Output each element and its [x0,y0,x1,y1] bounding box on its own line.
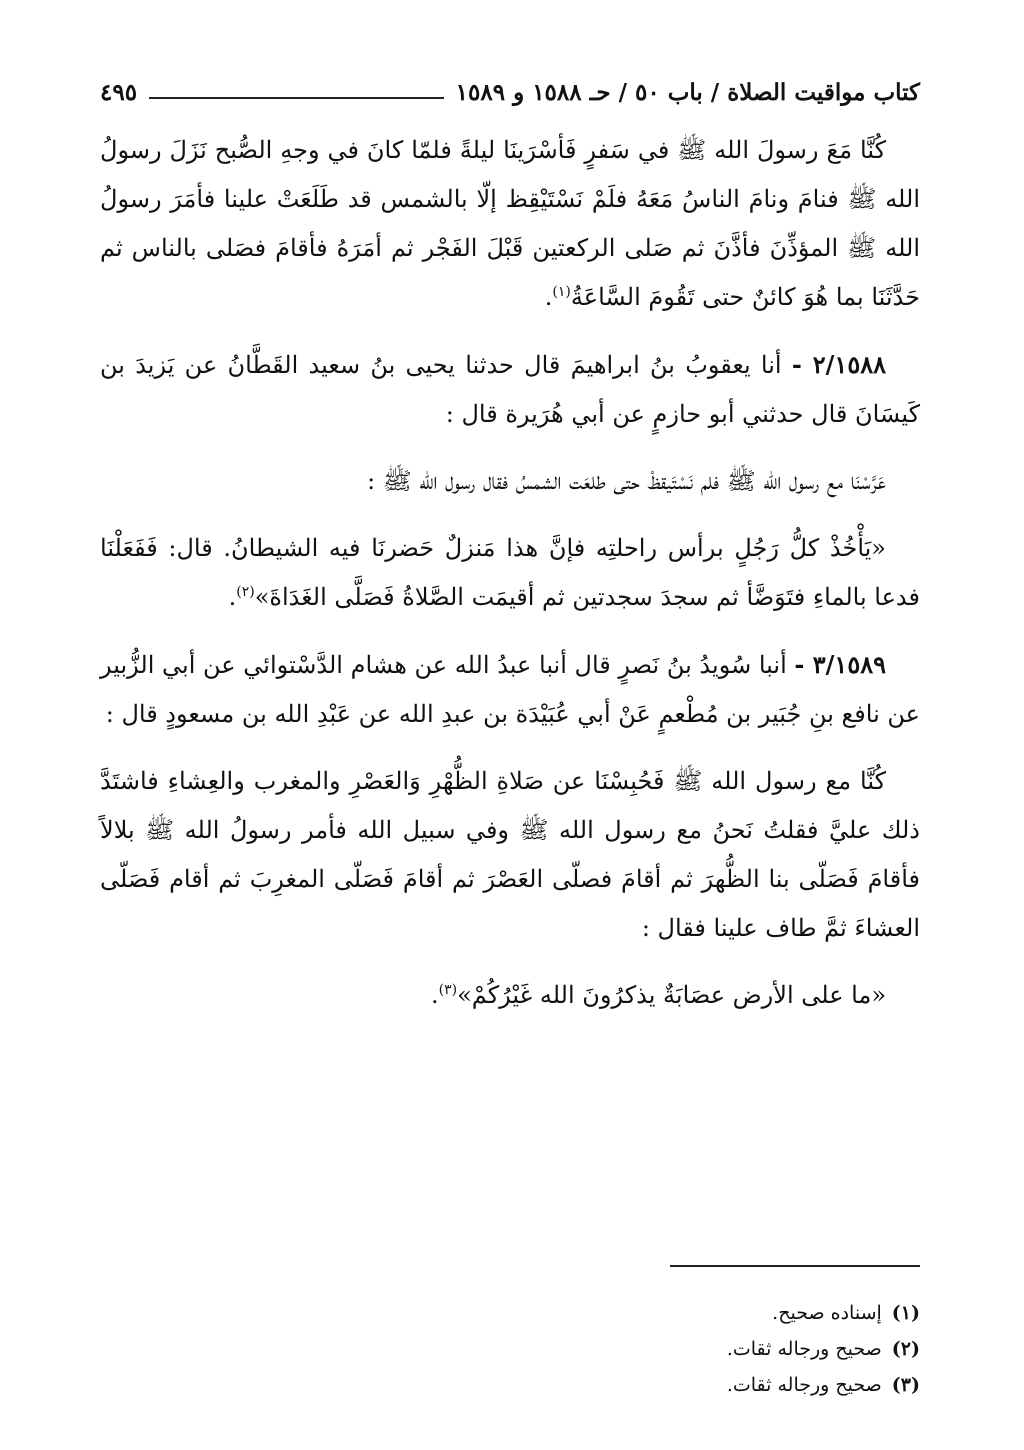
paragraph-text: كُنَّا مع رسول الله ﷺ فَحُبِسْنَا عن صَلاةِ الظُّهْرِ وَالعَصْرِ والمغرب والعِشاءِ فاشتَدَّ ذلك عليَّ فقلتُ نَحنُ مع رسول الله ﷺ وفي سبيل الله فأمر رسولُ الله ﷺ بلالاً فأقامَ فَصَلّى بنا الظُّهرَ ثم أقامَ فصلّى العَصْرَ ثم أقامَ فَصَلّى المغرِبَ ثم أقام فَصَلّى العشاءَ ثمَّ طاف علينا فقال : [100,767,920,942]
paragraph-text: «يَأْخُذْ كلُّ رَجُلٍ برأس راحلتِه فإنَّ هذا مَنزلٌ حَضرنَا فيه الشيطانُ. قال: فَفَعَلْنَا فدعا بالماءِ فتَوَضَّأ ثم سجدَ سجدتين ثم أقيمَت الصَّلاةُ فَصَلَّى الغَدَاةَ» [100,534,920,611]
footnote-number: (٣) [891,1374,920,1396]
paragraph-text: كُنَّا مَعَ رسولَ الله ﷺ في سَفرٍ فَأسْرَينَا ليلةً فلمّا كانَ في وجهِ الصُّبح نَزَلَ رسولُ الله ﷺ فنامَ ونامَ الناسُ مَعَهُ فلَمْ نَسْتَيْقِظ إلّا بالشمس قد طَلَعَتْ علينا فأمَرَ رسولُ الله ﷺ المؤذِّنَ فأذَّنَ ثم صَلى الركعتين قَبْلَ الفَجْر ثم أمَرَهُ فأقامَ فصَلى بالناس ثم حَدَّثَنَا بما هُوَ كائنٌ حتى تَقُومَ السَّاعَةُ [100,136,920,311]
paragraph-5 [100,640,920,739]
paragraph-3 [100,457,920,506]
hadith-number: ٣/١٥٨٩ - [794,650,886,679]
footnote-text: صحيح ورجاله ثقات. [726,1374,882,1396]
paragraph-1 [100,126,920,322]
paragraph-tail: . [430,981,439,1009]
paragraph-tail: . [544,283,553,311]
page-number: ٤٩٥ [100,78,138,106]
footnote-ref: (١) [552,284,571,300]
paragraph-6 [100,757,920,953]
main-text [100,126,920,1020]
footnote-number: (١) [891,1302,920,1324]
hadith-number: ٢/١٥٨٨ - [791,350,886,379]
paragraph-2 [100,340,920,439]
paragraph-text: «ما على الأرض عصَابَةٌ يذكرُونَ الله غَيْرُكُمْ» [457,981,886,1009]
paragraph-text: أنبا سُويدُ بنُ نَصرٍ قال أنبا عبدُ الله عن هشام الدَّسْتوائي عن أبي الزُّبير عن نافع بنِ جُبَير بن مُطْعمٍ عَنْ أبي عُبَيْدَة بن عبدِ الله عن عَبْدِ الله بن مسعودٍ قال : [100,651,920,728]
footnote-2 [727,1331,920,1367]
footnote-text: صحيح ورجاله ثقات. [726,1338,882,1360]
header-title: كتاب مواقيت الصلاة / باب ٥٠ / حـ ١٥٨٨ و ١٥٨٩ [455,78,920,106]
footnote-text: إسناده صحيح. [772,1302,882,1324]
footnote-rule [670,1265,920,1267]
footnote-ref: (٣) [438,982,458,998]
paragraph-text: عَرَّسْنَا مع رسول الله ﷺ فلم نَسْتَيقظْ حتى طلعَت الشمسُ فقال رسول الله ﷺ : [367,467,886,495]
footnote-1 [727,1295,920,1331]
header-rule [149,97,444,99]
paragraph-text: أنا يعقوبُ بنُ ابراهيمَ قال حدثنا يحيى بنُ سعيد القَطَّانُ عن يَزيدَ بن كَيسَانَ قال حدثني أبو حازمٍ عن أبي هُرَيرة قال : [100,351,920,428]
page [100,70,920,1410]
running-header [100,70,920,114]
footnote-number: (٢) [891,1338,920,1360]
paragraph-7 [100,971,920,1020]
paragraph-4 [100,524,920,622]
paragraph-tail: . [228,583,237,611]
footnotes [727,1295,920,1403]
footnote-ref: (٢) [236,584,255,600]
footnote-3 [727,1367,920,1403]
